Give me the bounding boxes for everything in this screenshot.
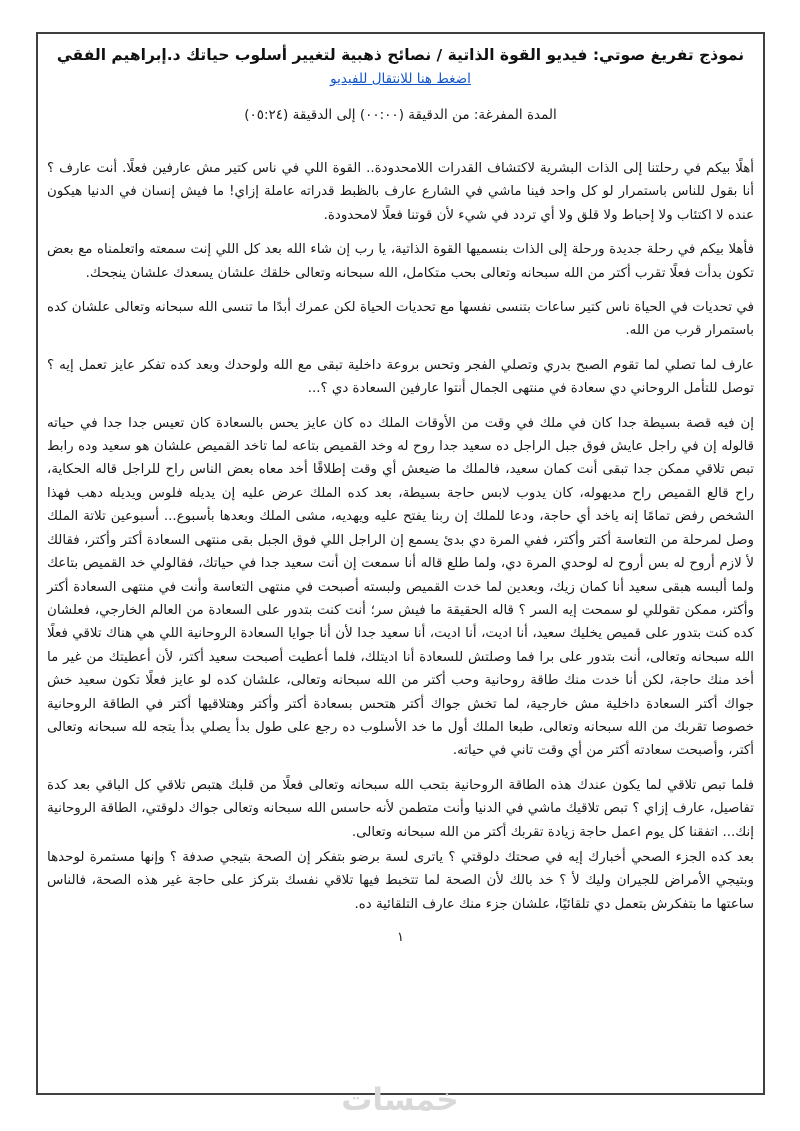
transcript-paragraph: إن فيه قصة بسيطة جدا كان في ملك في وقت من الأوقات الملك ده كان عايز يحس بالسعادة كان تعيس جدا جدا في حياته قالوله إن في راجل عايش فوق جبل الراجل ده سعيد جدا روح له وخد القميص بتاعه لما تاخد القميص علشان هو سعيد وده رابط تبص تلاقي ممكن جدا تبقى أنت كمان سعيد، فالملك ما ضيعش أي وقت إطلاقًا أخد معاه بعض الناس راح للراجل قاله الحكاية، راح قالع القميص راح مديهوله، كان يدوب لابس حاجة بسيطة، بعد كده الملك عرض عليه إن يديله فلوس ويديله دهب فهذا الشخص رفض تمامًا إنه ياخد أي حاجة، ودعا للملك إن ربنا يفتح عليه ويهديه، مشى الملك وبعدها بأسبوع... أسبوعين تلاتة الملك وصل لمرحلة من التعاسة أكتر وأكتر، ففي المرة دي بدئ يسمع إن الراجل اللي فوق الجبل بقى منتهى السعادة أكتر وأكتر، فقالك لأ لازم أروح له بس أروح له لوحدي المرة دي، ولما طلع قاله أنا سمعت إن أنت سعيد جدا في حياتك، فقالولي خد القميص بتاعك ولما ألبسه هبقى سعيد أنا كمان زيك، وبعدين لما خدت القميص ولبسته أصبحت في منتهى التعاسة وأنت في منتهى السعادة أكتر وأكتر، ممكن تقوللي لو سمحت إيه السر ؟ قاله الحقيقة ما فيش سر؛ أنت كنت بتدور على السعادة من العالم الخارجي، فعلشان كده كنت بتدور على قميص يخليك سعيد، أنا اديت، أنا اديت، أنا سعيد جدا لأن أنا جوايا السعادة الروحانية اللي هي هناك تلاقي فعلًا الله سبحانه وتعالى، أنت بتدور على برا فما وصلتش للسعادة أنا اديتلك، فلما أعطيت أصبحت سعيد أكتر، لأن أعطيتك من غير ما أخد منك حاجة، لكن أنا خدت منك طاقة روحانية وحب أكتر من الله سبحانه وتعالى، علشان كده لو عايز فعلًا تكون سعيد خش جواك أكتر السعادة داخلية مش خارجية، لما تخش جواك أكتر هتحس بسعادة أكتر وأكتر وهتلاقيها أكتر في الطاقة الروحانية خصوصا تقربك من الله سبحانه وتعالى، طبعا الملك أول ما خد الأسلوب ده رجع على طول بدأ يصلي بدأ يتجه لله سبحانه وتعالى أكتر، وأصبحت سعادته أكتر من أي وقت تاني في حياته. — [47, 415, 754, 759]
video-link-row — [47, 68, 754, 87]
video-link[interactable]: اضغط هنا للانتقال للفيديو — [330, 71, 471, 87]
transcript-paragraph: فلما تبص تلاقي لما يكون عندك هذه الطاقة الروحانية بتحب الله سبحانه وتعالى فعلًا من قلبك هتبص تلاقي كل الباقي بعد كدة تفاصيل، عارف إزاي ؟ تبص تلاقيك ماشي في الدنيا وأنت متطمن لأنه حاسس الله سبحانه وتعالى جواك دلوقتي، الطاقة الروحانية إنك... اتفقنا كل يوم اعمل حاجة زيادة تقربك أكتر من الله سبحانه وتعالى. — [47, 777, 754, 840]
transcript-body — [47, 157, 754, 916]
transcript-paragraph: فأهلا بيكم في رحلة جديدة ورحلة إلى الذات بنسميها القوة الذاتية، يا رب إن شاء الله بعد كل اللي إنت سمعته واتعلمناه مع بعض تكون بدأت فعلًا تقرب أكتر من الله سبحانه وتعالى بحب متكامل، الله سبحانه وتعالى خلقك علشان يسعدك علشان ينجحك. — [47, 242, 754, 281]
duration-line: المدة المفرغة: من الدقيقة (٠٠:٠٠) إلى الدقيقة (٠٥:٢٤) — [244, 107, 557, 123]
khamsat-watermark: خمسات — [341, 1082, 459, 1118]
document-page — [36, 32, 765, 1095]
transcript-paragraph: بعد كده الجزء الصحي أخبارك إيه في صحتك دلوقتي ؟ ياترى لسة برضو بتفكر إن الصحة بتيجي صدفة ؟ وإنها مستمرة لوحدها وبتيجي الأمراض للجيران وليك لأ ؟ خد بالك لأن الصحة لما تتخبط فيها تلاقي نفسك بتركز على حاجة غير هذه الصحة، فالناس ساعتها ما بتفكرش بتعمل دي تلقائيًا، علشان جزء منك عارف التلقائية ده. — [47, 849, 754, 912]
transcript-paragraph: أهلًا بيكم في رحلتنا إلى الذات البشرية لاكتشاف القدرات اللامحدودة.. القوة اللي في ناس كتير مش عارفين فعلًا. أنت عارف ؟ أنا بقول للناس باستمرار لو كل واحد فينا ماشي في الشارع عارف بالظبط قدراته عاملة إزاي! ما فيش إنسان في الدنيا هيكون عنده لا اكتئاب ولا إحباط ولا قلق ولا أي تردد في شيء لأن قوتنا فعلًا لامحدودة. — [47, 161, 754, 223]
page-number: ١ — [397, 930, 404, 946]
transcript-paragraph: عارف لما تصلي لما تقوم الصبح بدري وتصلي الفجر وتحس بروعة داخلية تبقى مع الله ولوحدك وبعد كده تفكر عايز تعمل إيه ؟ توصل للتأمل الروحاني دي سعادة في منتهى الجمال أنتوا عارفين السعادة دي ؟... — [47, 357, 754, 397]
page-title: نموذج تفريغ صوتي: فيديو القوة الذاتية / نصائح ذهبية لتغيير أسلوب حياتك د.إبراهيم الفقي — [56, 46, 745, 64]
transcript-paragraph: في تحديات في الحياة ناس كتير ساعات بتنسى نفسها مع تحديات الحياة لكن عمرك أبدًا ما تنسى الله سبحانه وتعالى علشان كده باستمرار قرب من الله. — [47, 300, 754, 339]
